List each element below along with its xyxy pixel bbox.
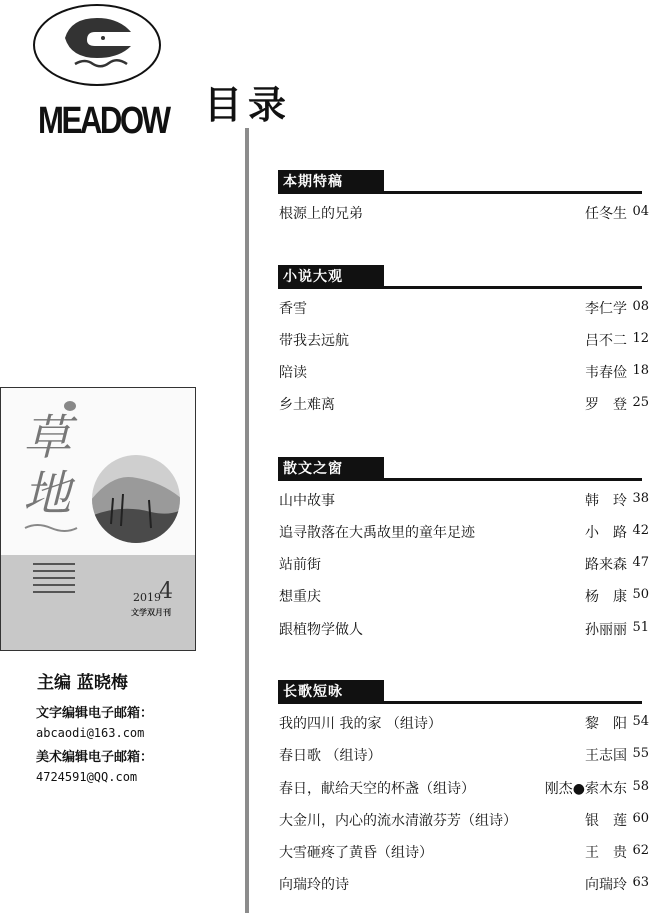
cover-year: 2019 — [133, 591, 161, 604]
entry-title: 大金川，内心的流水清澈芬芳（组诗） — [279, 813, 517, 829]
entry-title: 春日歌 （组诗） — [279, 748, 382, 764]
entry-page: 50 — [632, 587, 649, 602]
entry-page: 42 — [632, 523, 649, 538]
toc-entry[interactable] — [279, 810, 649, 830]
entry-author: 李仁学 — [585, 301, 627, 317]
section-rule — [384, 478, 642, 481]
entry-title: 想重庆 — [279, 589, 321, 605]
art-email-label: 美术编辑电子邮箱： — [36, 750, 154, 765]
entry-author: 韦春俭 — [585, 365, 627, 381]
logo-emblem-icon — [35, 6, 159, 84]
entry-page: 38 — [632, 491, 649, 506]
toc-entry[interactable] — [279, 713, 649, 733]
section-header — [278, 457, 642, 483]
entry-title: 陪读 — [279, 365, 307, 381]
entry-title: 春日，献给天空的杯盏（组诗） — [279, 781, 475, 797]
section-header — [278, 680, 642, 706]
toc-entry[interactable] — [279, 745, 649, 765]
meadow-logo — [33, 4, 161, 86]
toc-entry[interactable] — [279, 203, 649, 223]
entry-title: 站前街 — [279, 557, 321, 573]
entry-title: 香雪 — [279, 301, 307, 317]
entry-page: 54 — [632, 714, 649, 729]
toc-entry[interactable] — [279, 394, 649, 414]
entry-title: 山中故事 — [279, 493, 335, 509]
toc-entry[interactable] — [279, 490, 649, 510]
toc-entry[interactable] — [279, 586, 649, 606]
entry-page: 25 — [632, 395, 649, 410]
cover-landscape-image — [91, 454, 181, 544]
toc-entry[interactable] — [279, 778, 649, 798]
section-rule — [384, 286, 642, 289]
entry-author: 杨 康 — [585, 589, 627, 605]
section-rule — [384, 701, 642, 704]
entry-author: 小 路 — [585, 525, 627, 541]
entry-page: 58 — [632, 779, 649, 794]
brand-name: MEADOW — [38, 100, 169, 142]
section-title: 小说大观 — [278, 265, 384, 289]
entry-page: 12 — [632, 331, 649, 346]
toc-title: 目录 — [204, 83, 293, 127]
toc-entry[interactable] — [279, 522, 649, 542]
entry-page: 04 — [632, 204, 649, 219]
editor-in-chief: 主编 蓝晓梅 — [37, 673, 128, 693]
cover-subtitle: 文学双月刊 — [131, 608, 171, 617]
entry-author: 向瑞玲 — [585, 877, 627, 893]
entry-page: 62 — [632, 843, 649, 858]
entry-author: 任冬生 — [585, 206, 627, 222]
entry-author: 孙丽丽 — [585, 622, 627, 638]
entry-page: 08 — [632, 299, 649, 314]
entry-title: 大雪砸疼了黄昏（组诗） — [279, 845, 433, 861]
section-header — [278, 265, 642, 291]
entry-author: 吕不二 — [585, 333, 627, 349]
cover-flourish-icon — [23, 522, 79, 534]
cover-title: 草地 — [23, 410, 72, 522]
art-email: 4724591@QQ.com — [36, 770, 138, 784]
entry-page: 18 — [632, 363, 649, 378]
entry-author: 王志国 — [585, 748, 627, 764]
entry-page: 55 — [632, 746, 649, 761]
entry-title: 带我去远航 — [279, 333, 349, 349]
magazine-cover — [0, 387, 196, 651]
cover-bottom-band — [1, 555, 195, 650]
toc-entry[interactable] — [279, 554, 649, 574]
entry-title: 跟植物学做人 — [279, 622, 363, 638]
section-header — [278, 170, 642, 196]
cover-contents-lines — [33, 563, 75, 598]
entry-title: 向瑞玲的诗 — [279, 877, 349, 893]
entry-author: 刚杰●索木东 — [544, 781, 627, 797]
toc-entry[interactable] — [279, 842, 649, 862]
entry-page: 63 — [632, 875, 649, 890]
section-title: 散文之窗 — [278, 457, 384, 481]
entry-title: 我的四川 我的家 （组诗） — [279, 716, 442, 732]
entry-title: 追寻散落在大禹故里的童年足迹 — [279, 525, 475, 541]
entry-page: 60 — [632, 811, 649, 826]
cover-issue-number: 4 — [159, 579, 173, 604]
entry-author: 黎 阳 — [585, 716, 627, 732]
toc-entry[interactable] — [279, 619, 649, 639]
toc-entry[interactable] — [279, 298, 649, 318]
entry-page: 47 — [632, 555, 649, 570]
entry-title: 乡土难离 — [279, 397, 335, 413]
entry-author: 银 莲 — [585, 813, 627, 829]
entry-title: 根源上的兄弟 — [279, 206, 363, 222]
section-rule — [384, 191, 642, 194]
toc-entry[interactable] — [279, 362, 649, 382]
entry-author: 韩 玲 — [585, 493, 627, 509]
entry-author: 王 贵 — [585, 845, 627, 861]
entry-author: 罗 登 — [585, 397, 627, 413]
toc-entry[interactable] — [279, 330, 649, 350]
section-title: 本期特稿 — [278, 170, 384, 194]
text-email-label: 文字编辑电子邮箱： — [36, 706, 154, 721]
text-email: abcaodi@163.com — [36, 726, 145, 740]
toc-entry[interactable] — [279, 874, 649, 894]
section-title: 长歌短咏 — [278, 680, 384, 704]
entry-page: 51 — [632, 620, 649, 635]
entry-author: 路来森 — [585, 557, 627, 573]
vertical-divider — [245, 128, 249, 913]
